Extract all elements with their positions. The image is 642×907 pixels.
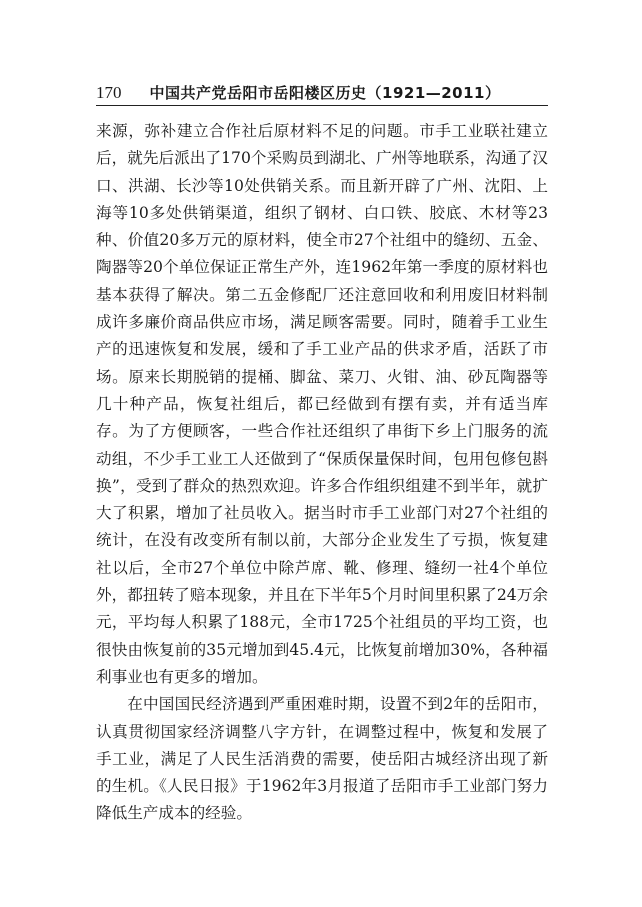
running-header — [96, 76, 548, 106]
page-number: 170 — [96, 83, 122, 102]
running-title: 中国共产党岳阳市岳阳楼区历史（1921—2011） — [149, 84, 501, 102]
paragraph-continued: 来源，弥补建立合作社后原材料不足的问题。市手工业联社建立后，就先后派出了170个采购员到湖北、广州等地联系，沟通了汉口、洪湖、长沙等10处供销关系。而且新开辟了广州、沈阳、上海等10多处供销渠道，组织了钢材、白口铁、胶底、木材等23种、价值20多万元的原材料，使全市27个社组中的缝纫、五金、陶器等20个单位保证正常生产外，连1962年第一季度的原材料也基本获得了解决。第二五金修配厂还注意回收和利用废旧材料制成许多廉价商品供应市场，满足顾客需要。同时，随着手工业生产的迅速恢复和发展，缓和了手工业产品的供求矛盾，活跃了市场。原来长期脱销的提桶、脚盆、菜刀、火钳、油、砂瓦陶器等几十种产品，恢复社组后，都已经做到有摆有卖，并有适当库存。为了方便顾客，一些合作社还组织了串街下乡上门服务的流动组，不少手工业工人还做到了“保质保量保时间，包用包修包斟换”，受到了群众的热烈欢迎。许多合作组织组建不到半年，就扩大了积累，增加了社员收入。据当时市手工业部门对27个社组的统计，在没有改变所有制以前，大部分企业发生了亏损，恢复建社以后，全市27个单位中除芦席、靴、修理、缝纫一社4个单位外，都扭转了赔本现象，并且在下半年5个月时间里积累了24万余元，平均每人积累了188元，全市1725个社组员的平均工资，也很快由恢复前的35元增加到45.4元，比恢复前增加30%，各种福利事业也有更多的增加。 — [96, 122, 548, 686]
body-text — [96, 118, 548, 828]
paragraph: 在中国国民经济遇到严重困难时期，设置不到2年的岳阳市，认真贯彻国家经济调整八字方针，在调整过程中，恢复和发展了手工业，满足了人民生活消费的需要，使岳阳古城经济出现了新的生机。《人民日报》于1962年3月报道了岳阳市手工业部门努力降低生产成本的经验。 — [96, 695, 548, 823]
